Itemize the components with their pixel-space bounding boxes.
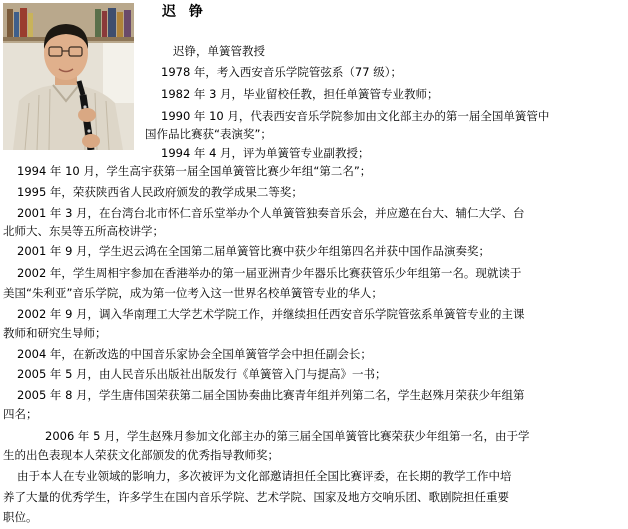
body-line: 2002 年 9 月，调入华南理工大学艺术学院工作，并继续担任西安音乐学院管弦系单簧管专业的主课 bbox=[17, 307, 525, 321]
body-line: 2001 年 9 月，学生迟云鸿在全国第二届单簧管比赛中获少年组第四名并获中国作品演奏奖； bbox=[17, 244, 491, 258]
body-line: 2002 年，学生周相宇参加在香港举办的第一届亚洲青少年器乐比赛获管乐少年组第一名。现就读于 bbox=[17, 266, 522, 280]
body-line: 教师和研究生导师； bbox=[3, 326, 107, 340]
intro-line: 1994 年 4 月，评为单簧管专业副教授； bbox=[161, 146, 370, 160]
portrait-photo bbox=[3, 3, 134, 150]
body-line: 由于本人在专业领域的影响力，多次被评为文化部邀请担任全国比赛评委，在长期的教学工作中培 bbox=[17, 469, 512, 483]
body-line: 2005 年 5 月，由人民音乐出版社出版发行《单簧管入门与提高》一书； bbox=[17, 367, 387, 381]
body-line: 美国“朱利亚”音乐学院，成为第一位考入这一世界名校单簧管专业的华人； bbox=[3, 286, 383, 300]
intro-line: 迟铮，单簧管教授 bbox=[173, 44, 265, 58]
body-line: 2006 年 5 月，学生赵殊月参加文化部主办的第三届全国单簧管比赛荣获少年组第一名，由于学 bbox=[45, 429, 530, 443]
intro-line: 国作品比赛获“表演奖”； bbox=[145, 127, 272, 141]
body-line: 北师大、东吴等五所高校讲学； bbox=[3, 224, 164, 238]
intro-line: 1982 年 3 月，毕业留校任教，担任单簧管专业教师； bbox=[161, 87, 439, 101]
intro-line: 1990 年 10 月，代表西安音乐学院参加由文化部主办的第一届全国单簧管中 bbox=[161, 109, 550, 123]
body-line: 2004 年，在新改选的中国音乐家协会全国单簧管学会中担任副会长； bbox=[17, 347, 372, 361]
body-line: 四名； bbox=[3, 407, 38, 421]
body-line: 生的出色表现本人荣获文化部颁发的优秀指导教师奖； bbox=[3, 448, 279, 462]
intro-line: 1978 年，考入西安音乐学院管弦系（77 级）； bbox=[161, 65, 402, 79]
person-name: 迟 铮 bbox=[162, 4, 207, 20]
body-line: 养了大量的优秀学生，许多学生在国内音乐学院、艺术学院、国家及地方交响乐团、歌剧院担任重要 bbox=[3, 490, 509, 504]
body-line: 2001 年 3 月，在台湾台北市怀仁音乐堂举办个人单簧管独奏音乐会，并应邀在台大、辅仁大学、台 bbox=[17, 206, 525, 220]
portrait-image bbox=[3, 3, 134, 150]
body-line: 1994 年 10 月，学生高宇获第一届全国单簧管比赛少年组“第二名”； bbox=[17, 164, 372, 178]
body-line: 1995 年，荣获陕西省人民政府颁发的教学成果二等奖； bbox=[17, 185, 303, 199]
body-line: 2005 年 8 月，学生唐伟国荣获第二届全国协奏曲比赛青年组并列第二名，学生赵殊月荣获少年组第 bbox=[17, 388, 525, 402]
body-line: 职位。 bbox=[3, 510, 38, 524]
